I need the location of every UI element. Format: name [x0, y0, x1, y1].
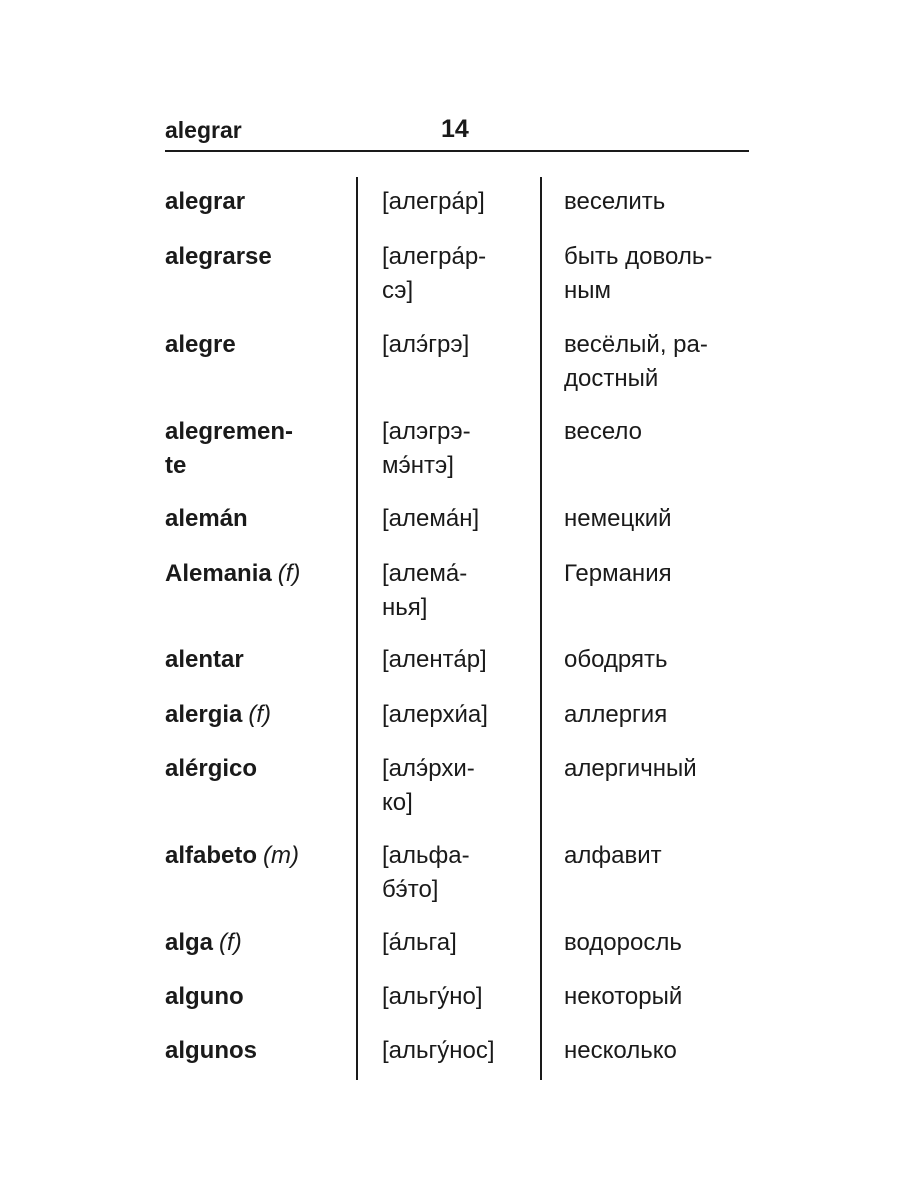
headword: [165, 698, 350, 732]
headword-line: [165, 643, 350, 677]
transcription: [382, 839, 532, 907]
transcription: [382, 415, 532, 483]
transcription-line: [алерхи́а]: [382, 701, 488, 728]
translation-line: алергичный: [564, 755, 697, 782]
translation: [564, 980, 754, 1014]
transcription-line: [альфа-: [382, 842, 470, 869]
translation-line: несколько: [564, 1037, 677, 1064]
translation: [564, 698, 754, 732]
translation-line: весело: [564, 418, 642, 445]
transcription: [382, 557, 532, 625]
headword-text: alemán: [165, 505, 248, 532]
headword-line: [165, 980, 350, 1014]
headword-text: te: [165, 452, 187, 479]
transcription: [382, 980, 532, 1014]
transcription-line: [алема́-: [382, 560, 468, 587]
transcription: [382, 502, 532, 536]
transcription-line: [альгу́нос]: [382, 1037, 495, 1064]
translation-line: немецкий: [564, 505, 672, 532]
headword: [165, 240, 350, 274]
guide-word: alegrar: [165, 117, 242, 143]
translation-line: аллергия: [564, 701, 668, 728]
headword: [165, 502, 350, 536]
headword-line: [165, 926, 350, 960]
gender-marker: (f): [277, 560, 301, 587]
transcription: [382, 185, 532, 219]
headword-text: alegrarse: [165, 243, 272, 270]
translation-line: весёлый, ра-: [564, 331, 708, 358]
transcription-line: [алема́н]: [382, 505, 480, 532]
headword-line: [165, 839, 350, 873]
translation: [564, 1034, 754, 1068]
headword: [165, 415, 350, 483]
transcription-line: [алэ́грэ]: [382, 331, 470, 358]
transcription: [382, 1034, 532, 1068]
transcription-line: нья]: [382, 594, 428, 621]
transcription: [382, 752, 532, 820]
headword-line: [165, 240, 350, 274]
headword-line: [165, 185, 350, 219]
headword-text: alérgico: [165, 755, 258, 782]
gender-marker: (f): [248, 701, 272, 728]
headword-text: Alemania: [165, 560, 272, 587]
headword-line: [165, 502, 350, 536]
translation-line: водоросль: [564, 929, 682, 956]
transcription-line: [алэгрэ-: [382, 418, 471, 445]
headword-text: alfabeto: [165, 842, 258, 869]
headword-text: alguno: [165, 983, 244, 1010]
translation-line: достный: [564, 365, 659, 392]
transcription-line: ко]: [382, 789, 413, 816]
transcription-line: [алегра́р-: [382, 243, 487, 270]
gender-marker: (m): [263, 842, 299, 869]
translation-line: ным: [564, 277, 612, 304]
headword: [165, 185, 350, 219]
transcription-line: [алента́р]: [382, 646, 487, 673]
transcription: [382, 698, 532, 732]
headword: [165, 557, 350, 591]
transcription-line: [альгу́но]: [382, 983, 483, 1010]
translation: [564, 643, 754, 677]
transcription-line: сэ]: [382, 277, 414, 304]
headword-line: [165, 449, 350, 483]
translation-line: веселить: [564, 188, 666, 215]
translation: [564, 557, 754, 591]
headword-text: alegremen-: [165, 418, 294, 445]
translation-line: алфавит: [564, 842, 662, 869]
transcription-line: [алегра́р]: [382, 188, 485, 215]
headword: [165, 926, 350, 960]
headword-text: algunos: [165, 1037, 258, 1064]
gender-marker: (f): [219, 929, 242, 956]
headword-line: [165, 752, 350, 786]
headword-line: [165, 328, 350, 362]
headword: [165, 1034, 350, 1068]
headword: [165, 643, 350, 677]
transcription: [382, 926, 532, 960]
headword-text: alergia: [165, 701, 243, 728]
transcription: [382, 240, 532, 308]
headword: [165, 328, 350, 362]
translation: [564, 185, 754, 219]
translation: [564, 240, 754, 308]
headword-line: [165, 698, 350, 732]
transcription-line: мэ́нтэ]: [382, 452, 454, 479]
transcription: [382, 328, 532, 362]
translation-line: быть доволь-: [564, 243, 713, 270]
transcription: [382, 643, 532, 677]
headword-text: alegre: [165, 331, 236, 358]
headword-line: [165, 415, 350, 449]
translation-line: ободрять: [564, 646, 668, 673]
headword-text: alga: [165, 929, 214, 956]
translation: [564, 415, 754, 449]
transcription-line: бэ́то]: [382, 876, 439, 903]
translation: [564, 752, 754, 786]
translation: [564, 839, 754, 873]
translation: [564, 328, 754, 396]
translation-line: некоторый: [564, 983, 683, 1010]
headword: [165, 839, 350, 873]
headword-text: alegrar: [165, 188, 246, 215]
headword: [165, 980, 350, 1014]
headword: [165, 752, 350, 786]
headword-line: [165, 1034, 350, 1068]
translation-line: Германия: [564, 560, 672, 587]
transcription-line: [алэ́рхи-: [382, 755, 475, 782]
transcription-line: [а́льга]: [382, 929, 457, 956]
translation: [564, 502, 754, 536]
page-number: 14: [441, 115, 469, 143]
translation: [564, 926, 754, 960]
headword-line: [165, 557, 350, 591]
headword-text: alentar: [165, 646, 244, 673]
